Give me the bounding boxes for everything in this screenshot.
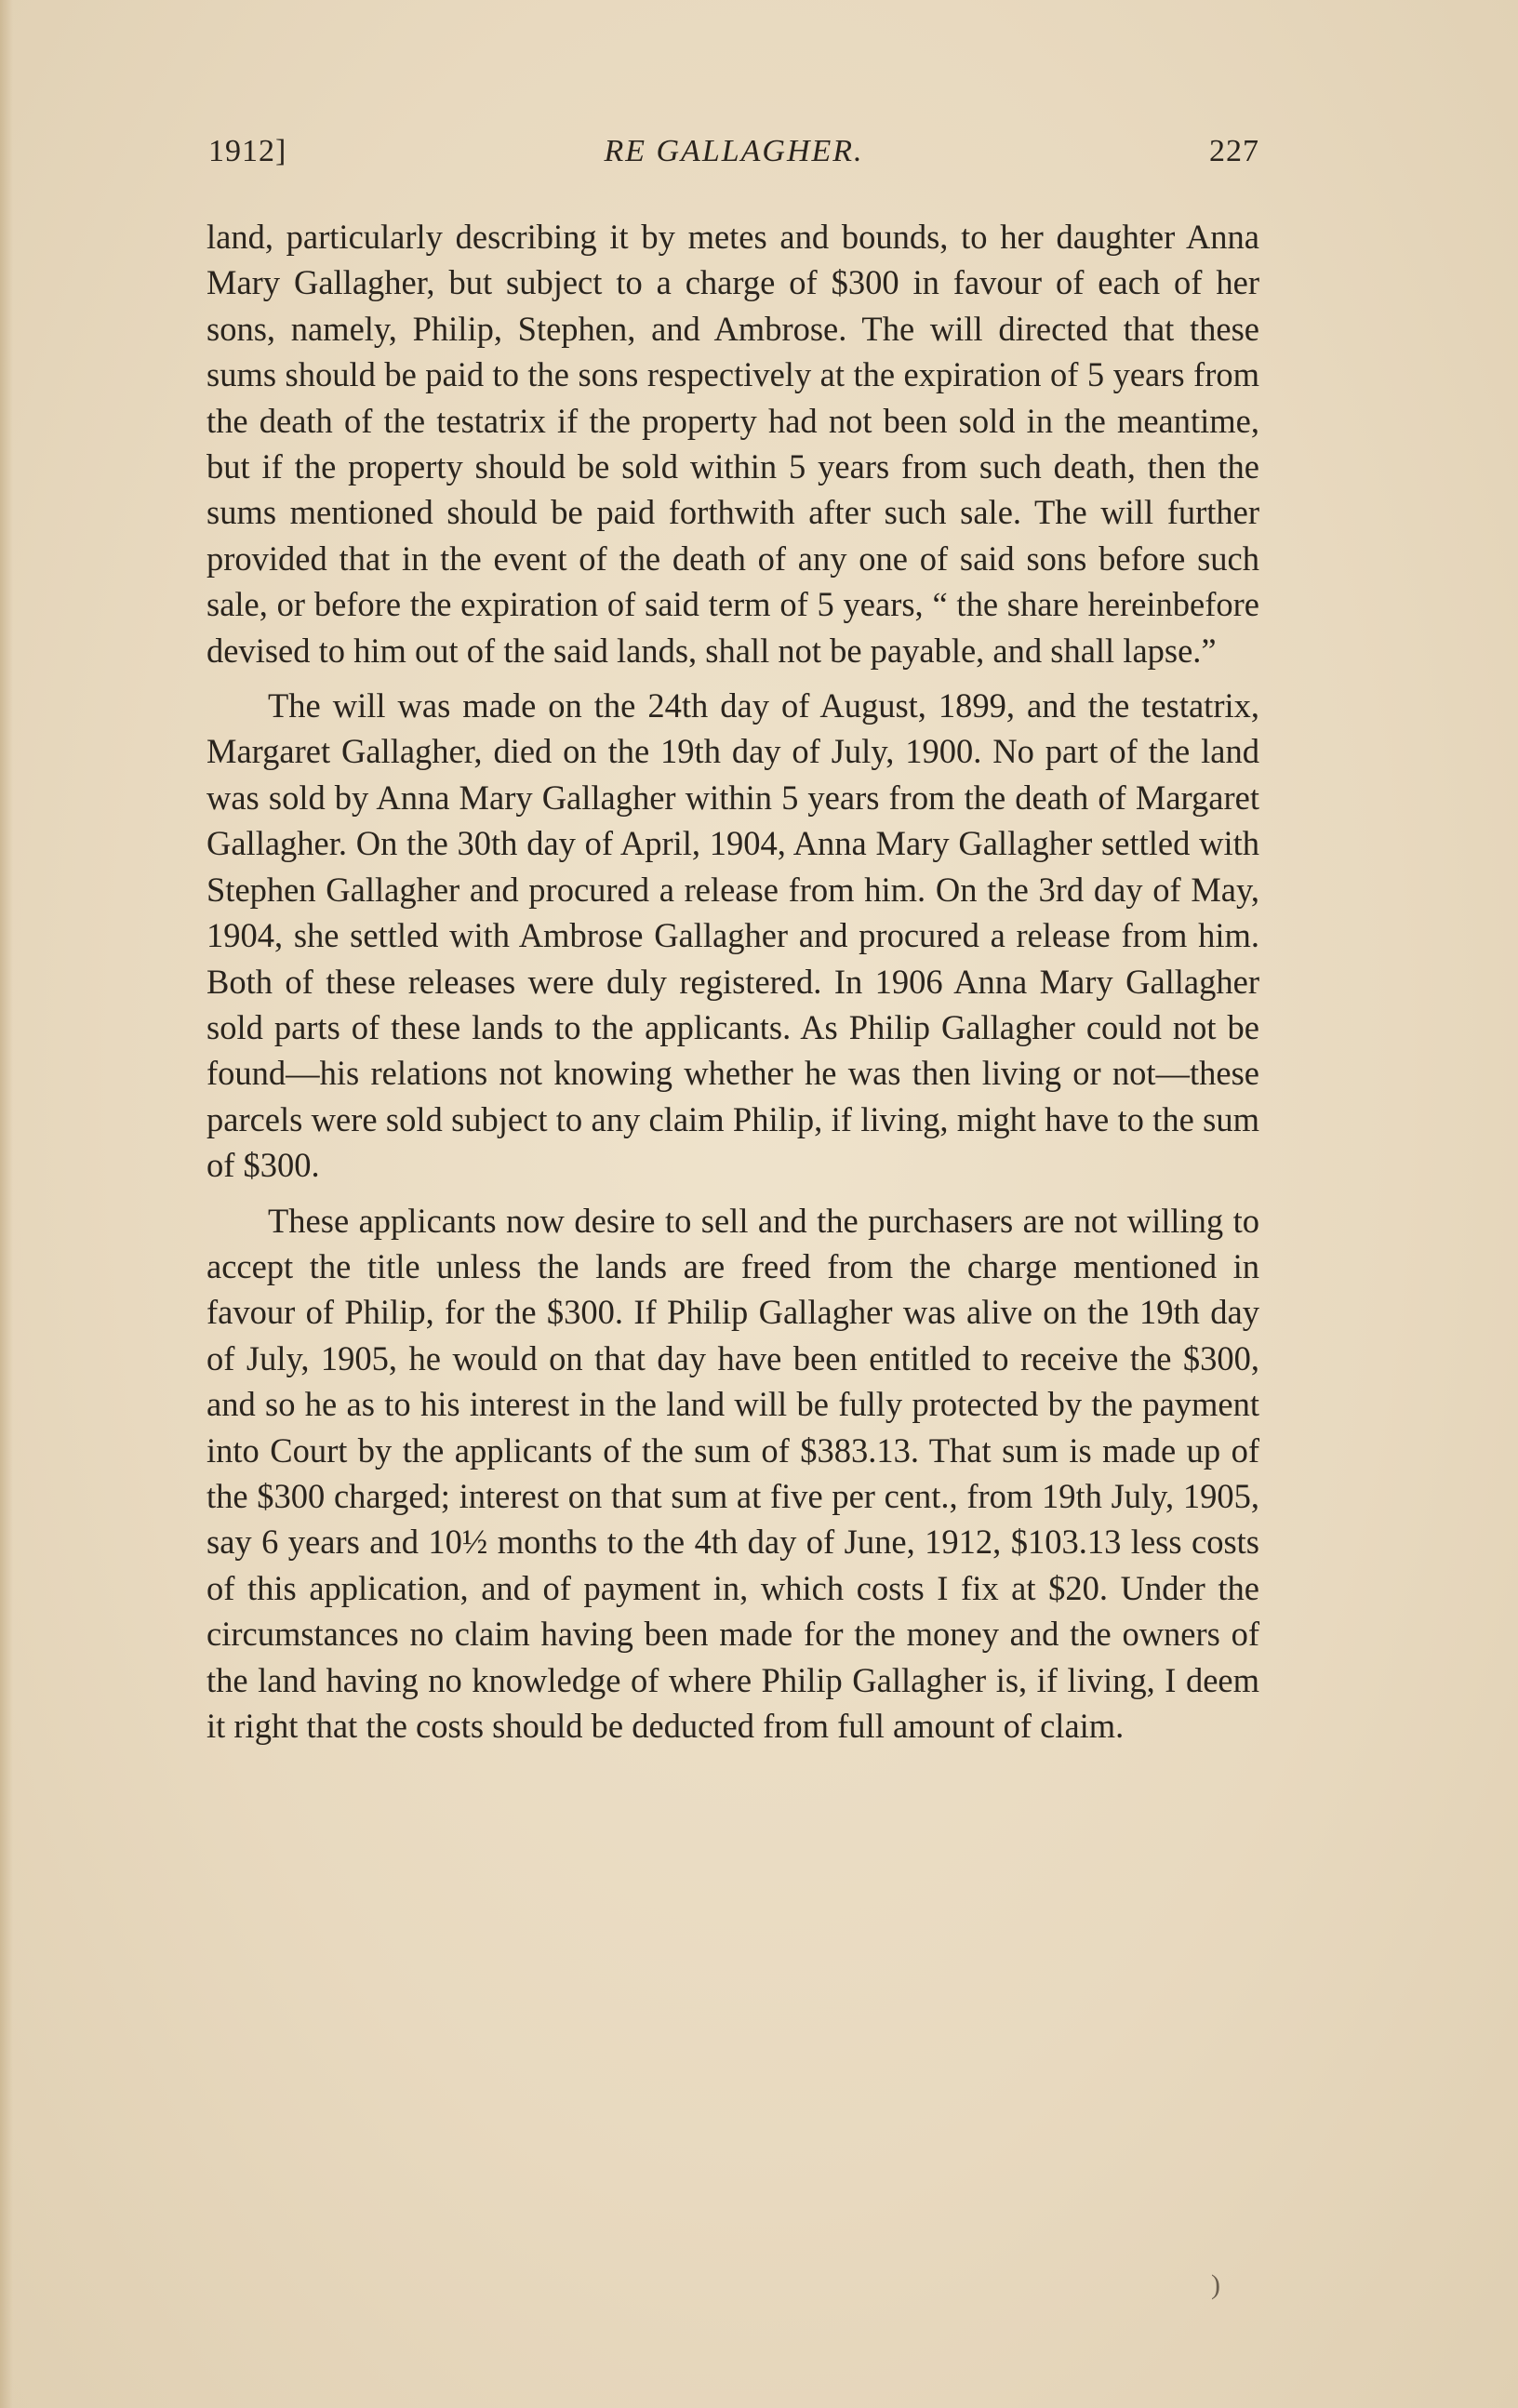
paragraph-2: The will was made on the 24th day of August, 1899, and the testatrix, Margaret Gallagher, died on the 19th day of July, 1900. No part of the land was sold by Anna Mary Gallagher within 5 years from the death of Margaret Gallagher. On the 30th day of April, 1904, Anna Mary Gallagher settled with Stephen Gallagher and procured a release from him. On the 3rd day of May, 1904, she settled with Ambrose Gallagher and procured a release from him. Both of these releases were duly registered. In 1906 Anna Mary Gallagher sold parts of these lands to the applicants. As Philip Gallagher could not be found—his relations not knowing whether he was then living or not—these parcels were sold subject to any claim Philip, if living, might have to the sum of $300. [206,686,1259,1185]
header-year: 1912] [208,134,287,168]
paragraph-1: land, particularly describing it by metes and bounds, to her daughter Anna Mary Gallagher, but subject to a charge of $300 in favour of each of her sons, namely, Philip, Stephen, and Ambrose. The will directed that these sums should be paid to the sons respectively at the expiration of 5 years from the death of the testatrix if the property had not been sold in the meantime, but if the property should be sold within 5 years from such death, then the sums mentioned should be paid forthwith after such sale. The will further provided that in the event of the death of any one of said sons before such sale, or before the expiration of said term of 5 years, “ the share hereinbefore devised to him out of the said lands, shall not be payable, and shall lapse.” [206,218,1259,670]
header-title: RE GALLAGHER. [604,134,864,168]
stray-ink-mark: ) [1211,2269,1220,2300]
running-header [208,134,1259,179]
page-number: 227 [1209,134,1259,168]
page-edge-shadow [0,0,13,2408]
body-text [206,214,1259,1749]
paragraph-3: These applicants now desire to sell and the purchasers are not willing to accept the title unless the lands are freed from the charge mentioned in favour of Philip, for the $300. If Philip Gallagher was alive on the 19th day of July, 1905, he would on that day have been entitled to receive the $300, and so he as to his interest in the land will be fully protected by the payment into Court by the applicants of the sum of $383.13. That sum is made up of the $300 charged; interest on that sum at five per cent., from 19th July, 1905, say 6 years and 10½ months to the 4th day of June, 1912, $103.13 less costs of this application, and of payment in, which costs I fix at $20. Under the circumstances no claim having been made for the money and the owners of the land having no knowledge of where Philip Gallagher is, if living, I deem it right that the costs should be deducted from full amount of claim. [206,1201,1259,1745]
